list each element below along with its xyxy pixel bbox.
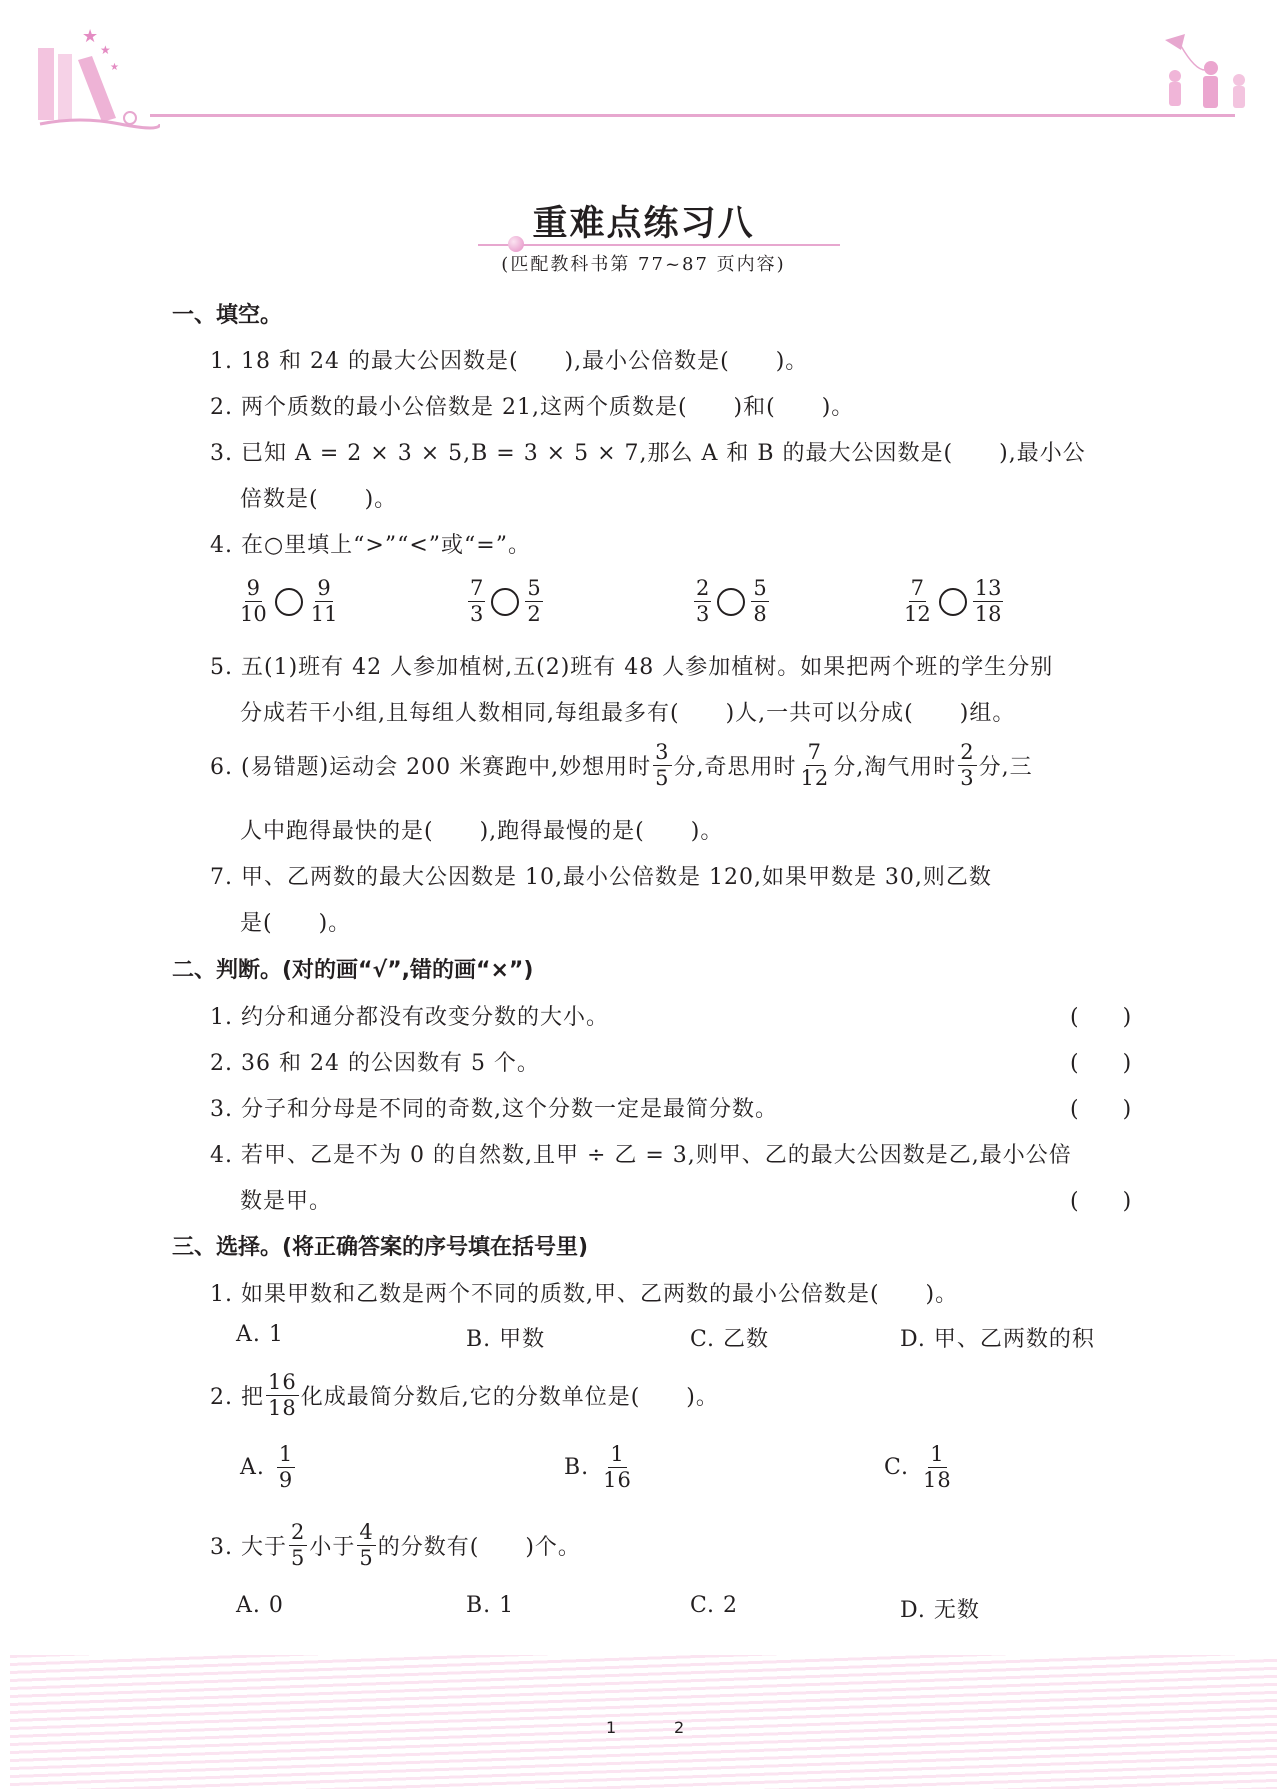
s3-q3: 3. 大于 $\frac{2}{5}$ 小于 $\frac{4}{5}$ 的分数有( )个。 <box>210 1520 581 1570</box>
fraction: $\frac{2}{5}$ <box>290 1520 306 1570</box>
fraction: $\frac{5}{8}$ <box>753 576 767 626</box>
fraction: $\frac{9}{10}$ <box>240 576 267 626</box>
compare-item-4 <box>900 578 1005 625</box>
s3-q1-option-d[interactable]: D. 甲、乙两数的积 <box>900 1327 1095 1352</box>
section1-heading: 一、填空。 <box>172 303 283 328</box>
fraction: $\frac{2}{3}$ <box>960 740 975 790</box>
compare-item-3 <box>692 578 771 625</box>
s1-q5-line1: 5. 五(1)班有 42 人参加植树,五(2)班有 48 人参加植树。如果把两个班的学生分别 <box>210 655 1054 680</box>
page-subtitle: (匹配教科书第 77~87 页内容) <box>501 254 786 275</box>
s3-q1-option-a[interactable]: A. 1 <box>236 1322 284 1347</box>
answer-paren[interactable]: ( ) <box>1070 1051 1132 1076</box>
page-number-right: 2 <box>674 1718 685 1737</box>
svg-text:★: ★ <box>82 26 99 47</box>
compare-circle-icon[interactable] <box>939 588 967 616</box>
s1-q2: 2. 两个质数的最小公倍数是 21,这两个质数是( )和( )。 <box>210 395 855 420</box>
s3-q3-option-a[interactable]: A. 0 <box>236 1593 284 1618</box>
s1-q3-line1: 3. 已知 A = 2 × 3 × 5,B = 3 × 5 × 7,那么 A 和 B 的最大公因数是( ),最小公 <box>210 441 1086 466</box>
s2-item-3: 3. 分子和分母是不同的奇数,这个分数一定是最简分数。 <box>210 1097 778 1122</box>
s3-q1-option-c[interactable]: C. 乙数 <box>690 1327 770 1352</box>
s1-q3-line2: 倍数是( )。 <box>240 487 398 512</box>
answer-paren[interactable]: ( ) <box>1070 1189 1132 1214</box>
s1-q6-line1: 6. (易错题)运动会 200 米赛跑中,妙想用时 $\frac{3}{5}$ 分,奇思用时 $\frac{7}{12}$ 分,淘气用时 $\frac{2}{3}$ 分,三 <box>210 740 1033 790</box>
s1-q5-line2: 分成若干小组,且每组人数相同,每组最多有( )人,一共可以分成( )组。 <box>240 701 1016 726</box>
s3-q1: 1. 如果甲数和乙数是两个不同的质数,甲、乙两数的最小公倍数是( )。 <box>210 1282 959 1307</box>
compare-item-1 <box>236 578 341 625</box>
s2-item-4-line1: 4. 若甲、乙是不为 0 的自然数,且甲 ÷ 乙 = 3,则甲、乙的最大公因数是乙,最小公倍 <box>210 1143 1072 1168</box>
s1-q1: 1. 18 和 24 的最大公因数是( ),最小公倍数是( )。 <box>210 349 809 374</box>
section3-heading: 三、选择。(将正确答案的序号填在括号里) <box>172 1235 589 1260</box>
s3-q3-option-c[interactable]: C. 2 <box>690 1593 739 1618</box>
s3-q2-option-b[interactable]: B. $\frac{1}{16}$ <box>564 1442 632 1492</box>
footer-stripes <box>10 1655 1277 1789</box>
header-rule <box>150 114 1235 117</box>
svg-text:★: ★ <box>100 43 111 57</box>
svg-text:★: ★ <box>110 62 119 73</box>
s2-item-2: 2. 36 和 24 的公因数有 5 个。 <box>210 1051 540 1076</box>
s1-q7-line1: 7. 甲、乙两数的最大公因数是 10,最小公倍数是 120,如果甲数是 30,则乙数 <box>210 865 992 890</box>
fraction: $\frac{2}{3}$ <box>696 576 710 626</box>
fraction: $\frac{1}{16}$ <box>603 1442 632 1492</box>
answer-paren[interactable]: ( ) <box>1070 1005 1132 1030</box>
s3-q3-option-b[interactable]: B. 1 <box>466 1593 515 1618</box>
fraction: $\frac{3}{5}$ <box>655 740 670 790</box>
s3-q2-option-c[interactable]: C. $\frac{1}{18}$ <box>884 1442 952 1492</box>
page-title: 重难点练习八 <box>532 203 755 244</box>
compare-circle-icon[interactable] <box>491 588 519 616</box>
s3-q1-option-b[interactable]: B. 甲数 <box>466 1327 546 1352</box>
s1-q6-line2: 人中跑得最快的是( ),跑得最慢的是( )。 <box>240 819 724 844</box>
fraction: $\frac{13}{18}$ <box>974 576 1002 626</box>
fraction: $\frac{7}{3}$ <box>470 576 484 626</box>
compare-circle-icon[interactable] <box>717 588 745 616</box>
fraction: $\frac{7}{12}$ <box>800 740 830 790</box>
kids-kite-icon <box>1155 30 1265 120</box>
compare-circle-icon[interactable] <box>275 588 303 616</box>
s3-q2: 2. 把 $\frac{16}{18}$ 化成最简分数后,它的分数单位是( )。 <box>210 1370 719 1420</box>
fraction: $\frac{1}{9}$ <box>278 1442 294 1492</box>
page-number-left: 1 <box>606 1718 617 1737</box>
s2-item-1: 1. 约分和通分都没有改变分数的大小。 <box>210 1005 609 1030</box>
answer-paren[interactable]: ( ) <box>1070 1097 1132 1122</box>
fraction: $\frac{1}{18}$ <box>923 1442 952 1492</box>
books-logo-icon <box>20 20 160 130</box>
compare-item-2 <box>466 578 545 625</box>
section2-heading: 二、判断。(对的画“√”,错的画“×”) <box>172 958 534 983</box>
s1-q7-line2: 是( )。 <box>240 911 352 936</box>
fraction: $\frac{5}{2}$ <box>527 576 541 626</box>
fraction: $\frac{4}{5}$ <box>359 1520 374 1570</box>
s3-q3-option-d[interactable]: D. 无数 <box>900 1598 980 1623</box>
s2-item-4-line2: 数是甲。 <box>240 1189 333 1214</box>
s3-q2-option-a[interactable]: A. $\frac{1}{9}$ <box>240 1442 294 1492</box>
fraction: $\frac{16}{18}$ <box>267 1370 297 1420</box>
fraction: $\frac{9}{11}$ <box>310 576 338 626</box>
title-underline <box>478 244 840 246</box>
fraction: $\frac{7}{12}$ <box>904 576 931 626</box>
s1-q4: 4. 在○里填上“>”“<”或“=”。 <box>210 533 531 558</box>
